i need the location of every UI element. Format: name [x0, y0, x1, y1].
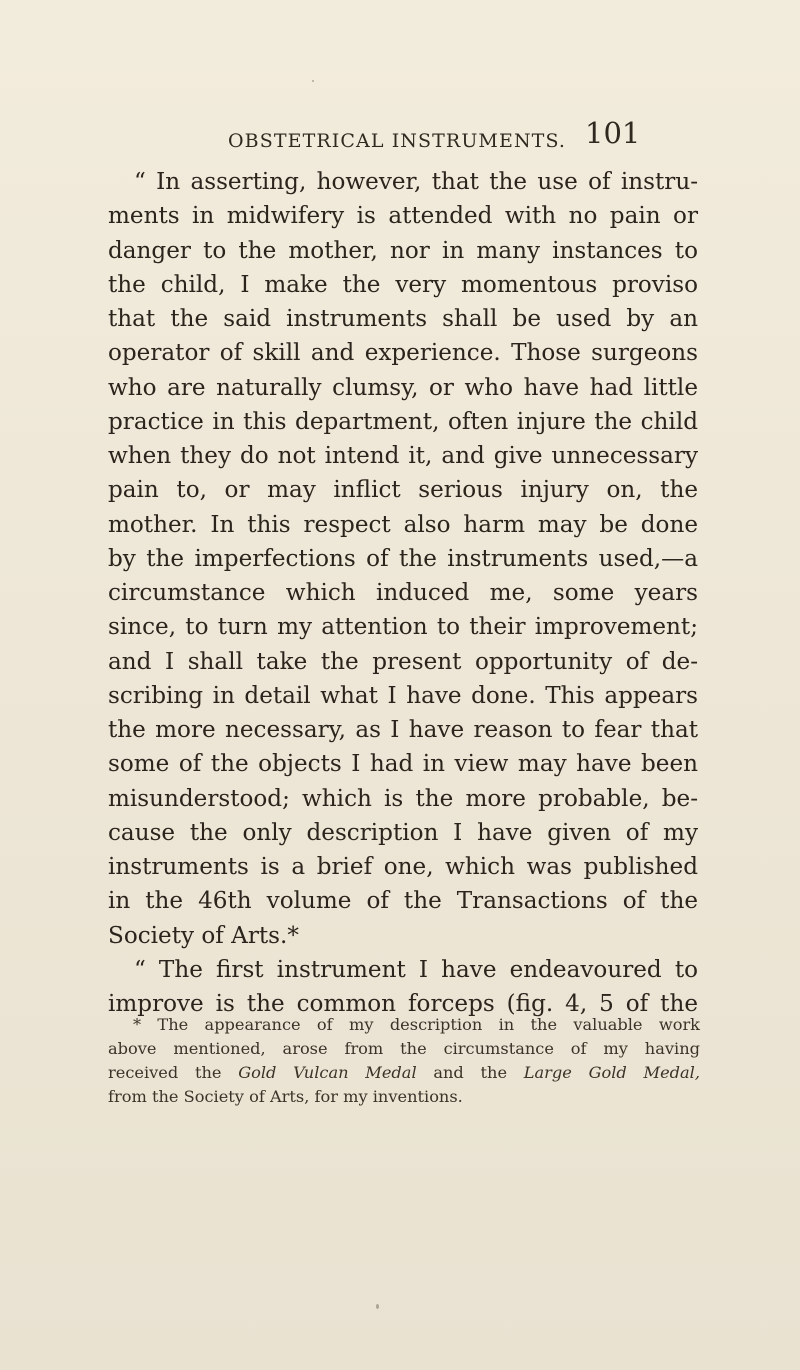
- text-line: when they do not intend it, and give unnecessary: [108, 443, 698, 469]
- running-head: OBSTETRICAL INSTRUMENTS.: [228, 130, 567, 152]
- text-line: some of the objects I had in view may have been: [108, 751, 698, 778]
- text-line: ments in midwifery is attended with no pain or: [108, 203, 698, 230]
- footnote-line: * The appearance of my description in the valuable work: [133, 1015, 700, 1034]
- text-line: scribing in detail what I have done. This appears: [108, 682, 698, 709]
- text-line: practice in this department, often injure the child: [108, 408, 698, 435]
- text-line: Society of Arts.*: [108, 922, 299, 949]
- text-line: “ In asserting, however, that the use of instru-: [134, 169, 698, 195]
- text-line: misunderstood; which is the more probable, be-: [108, 785, 698, 812]
- award-name: Large Gold Medal,: [523, 1063, 701, 1082]
- paper-speck: [376, 1304, 379, 1309]
- text-line: the more necessary, as I have reason to fear that: [108, 717, 698, 743]
- text-line: the child, I make the very momentous proviso: [108, 271, 698, 298]
- text-line: instruments is a brief one, which was published: [108, 854, 698, 880]
- text-line: that the said instruments shall be used by an: [108, 306, 698, 332]
- text-line: circumstance which induced me, some years: [108, 580, 698, 606]
- award-name: Gold Vulcan Medal: [238, 1063, 417, 1082]
- footnote: [108, 1013, 700, 1109]
- footnote-text: received the: [108, 1063, 239, 1082]
- footnote-text: and the: [416, 1063, 524, 1082]
- text-line: danger to the mother, nor in many instances to: [108, 237, 698, 264]
- text-line: improve is the common forceps (fig. 4, 5 of the: [108, 991, 698, 1017]
- footnote-line: [108, 1061, 700, 1085]
- text-line: cause the only description I have given of my: [108, 819, 698, 846]
- body-text: [108, 165, 698, 1021]
- paper-speck: [312, 80, 314, 82]
- text-line: mother. In this respect also harm may be done: [108, 511, 698, 538]
- text-line: pain to, or may inflict serious injury on, the: [108, 477, 698, 504]
- text-line: operator of skill and experience. Those surgeons: [108, 340, 698, 367]
- page-number: 101: [585, 116, 641, 150]
- page-header: [0, 116, 800, 166]
- footnote-line: from the Society of Arts, for my inventions.: [108, 1087, 463, 1106]
- text-line: who are naturally clumsy, or who have had little: [108, 374, 698, 401]
- text-line: and I shall take the present opportunity of de-: [108, 648, 698, 675]
- footnote-line: above mentioned, arose from the circumstance of my having: [108, 1039, 700, 1058]
- text-line: since, to turn my attention to their improvement;: [108, 614, 698, 641]
- text-line: in the 46th volume of the Transactions of the: [108, 888, 698, 915]
- text-line: by the imperfections of the instruments used,—a: [108, 545, 698, 572]
- text-line: “ The first instrument I have endeavoured to: [134, 956, 698, 983]
